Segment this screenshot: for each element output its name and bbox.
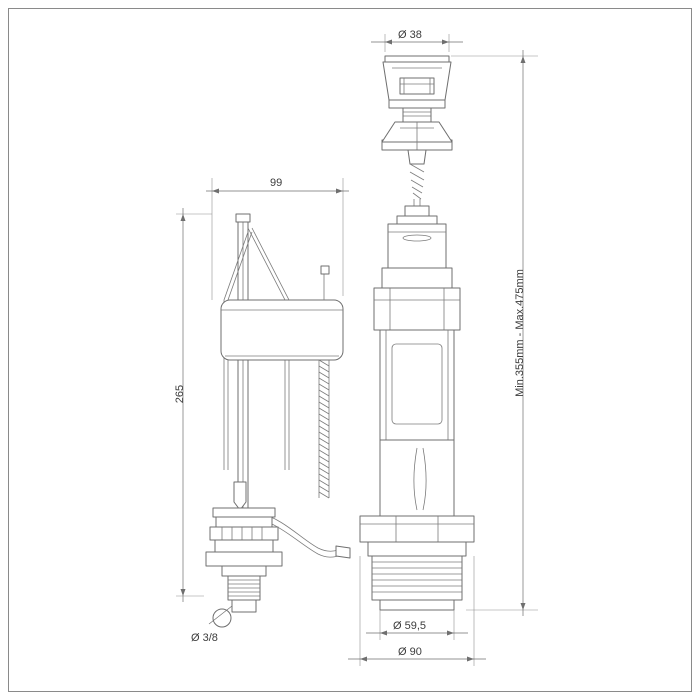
dimension-label-fill-valve-width: 99 bbox=[270, 177, 283, 189]
dimension-fill-valve-height bbox=[174, 208, 212, 602]
dimension-top-diameter bbox=[371, 29, 463, 52]
dimension-label-top-diameter: Ø 38 bbox=[398, 29, 422, 41]
dimension-label-fill-valve-height: 265 bbox=[174, 384, 186, 404]
dimension-label-base-inner-diameter: Ø 59,5 bbox=[393, 620, 427, 632]
valve-shaft-spring bbox=[410, 164, 424, 206]
dimension-fill-valve-width bbox=[206, 177, 349, 300]
dimension-label-flush-valve-height: Min.355mm - Max.475mm bbox=[514, 269, 526, 397]
flush-valve-assembly bbox=[360, 56, 474, 610]
dimension-label-inlet-thread: Ø 3/8 bbox=[191, 632, 218, 644]
spring-coil bbox=[319, 360, 329, 498]
dimension-base-inner-diameter bbox=[366, 610, 468, 640]
fill-valve-assembly bbox=[206, 214, 350, 627]
dimension-label-base-outer-diameter: Ø 90 bbox=[398, 646, 422, 658]
page-border bbox=[9, 9, 692, 692]
